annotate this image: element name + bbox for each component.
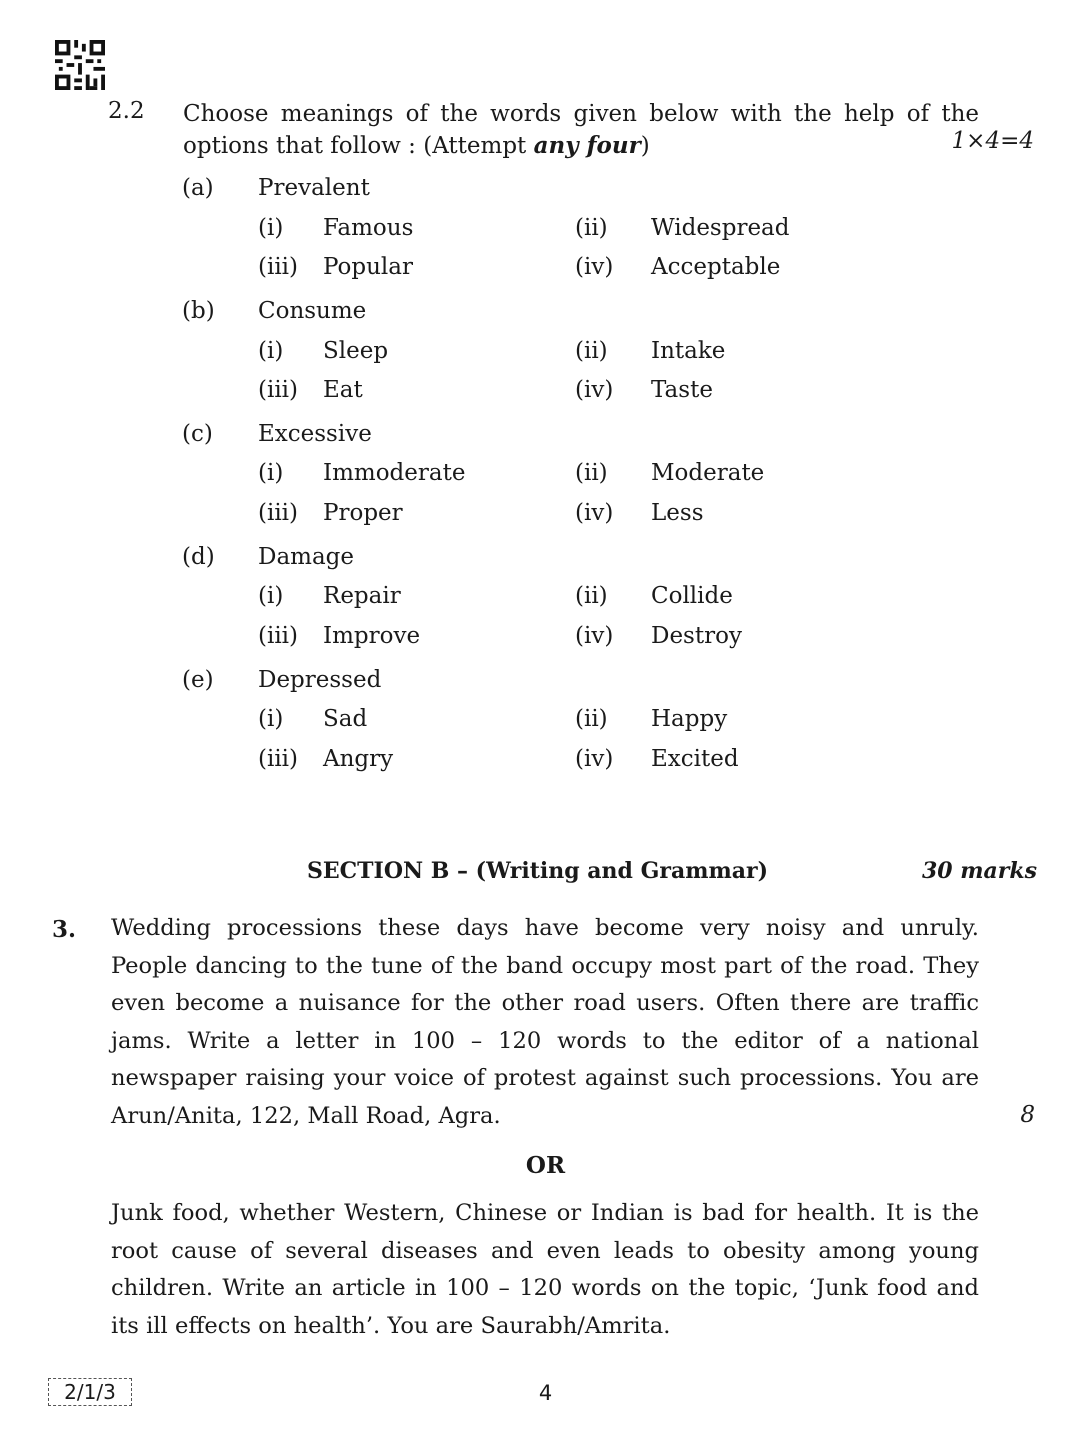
option-text: Improve (323, 623, 421, 649)
option-text: Excited (651, 746, 739, 772)
option-numeral: (i) (258, 583, 284, 609)
question-3-number: 3. (52, 916, 77, 943)
option-numeral: (iii) (258, 623, 299, 649)
text-line: even become a nuisance for the other road users. Often there are traffic (111, 990, 979, 1016)
option-numeral: (i) (258, 338, 284, 364)
option-text: Popular (323, 254, 413, 280)
option-text: Less (651, 500, 704, 526)
option-text: Happy (651, 706, 728, 732)
option-numeral: (i) (258, 460, 284, 486)
section-title: SECTION B – (Writing and Grammar) (307, 858, 769, 884)
option-text: Repair (323, 583, 401, 609)
option-text: Eat (323, 377, 363, 403)
question-3-text (111, 910, 979, 1135)
page-number: 4 (538, 1381, 553, 1405)
section-marks: 30 marks (921, 858, 1037, 884)
option-text: Taste (651, 377, 713, 403)
option-text: Angry (323, 746, 394, 772)
option-numeral: (ii) (575, 706, 608, 732)
item-word: Damage (258, 544, 355, 570)
instruction-prefix: options that follow : (Attempt (183, 133, 534, 159)
question-3-marks: 8 (1020, 1102, 1035, 1128)
option-numeral: (iii) (258, 377, 299, 403)
instruction-line-2 (183, 130, 979, 162)
item-word: Excessive (258, 421, 372, 447)
text-line: its ill effects on health’. You are Saurabh/Amrita. (111, 1312, 671, 1339)
option-text: Intake (651, 338, 726, 364)
option-text: Famous (323, 215, 414, 241)
option-text: Sad (323, 706, 368, 732)
text-line: Arun/Anita, 122, Mall Road, Agra. (111, 1102, 501, 1129)
qr-code-icon (54, 40, 106, 90)
text-line: Wedding processions these days have become very noisy and unruly. (111, 915, 979, 941)
option-text: Immoderate (323, 460, 466, 486)
text-line: Junk food, whether Western, Chinese or Indian is bad for health. It is the (111, 1200, 979, 1226)
question-marks: 1×4=4 (951, 128, 1034, 154)
instruction-emphasis: any four (533, 132, 641, 159)
option-text: Proper (323, 500, 403, 526)
option-numeral: (iv) (575, 623, 614, 649)
option-numeral: (ii) (575, 583, 608, 609)
instruction-suffix: ) (640, 133, 650, 159)
or-label: OR (525, 1152, 566, 1179)
option-text: Acceptable (651, 254, 781, 280)
text-line: root cause of several diseases and even leads to obesity among young (111, 1237, 979, 1264)
instruction-line-1: Choose meanings of the words given below with the help of the (183, 101, 979, 127)
text-line: jams. Write a letter in 100 – 120 words to the editor of a national (111, 1027, 979, 1054)
option-numeral: (iv) (575, 254, 614, 280)
option-numeral: (iii) (258, 746, 299, 772)
option-numeral: (ii) (575, 460, 608, 486)
text-line: children. Write an article in 100 – 120 words on the topic, ‘Junk food and (111, 1275, 979, 1301)
option-numeral: (iv) (575, 377, 614, 403)
option-numeral: (i) (258, 215, 284, 241)
option-numeral: (iii) (258, 254, 299, 280)
paper-code: 2/1/3 (48, 1378, 132, 1406)
text-line: People dancing to the tune of the band occupy most part of the road. They (111, 952, 979, 979)
item-label: (d) (182, 544, 215, 570)
item-word: Consume (258, 298, 367, 324)
item-word: Depressed (258, 667, 382, 693)
question-number: 2.2 (108, 98, 145, 124)
item-label: (b) (182, 298, 215, 324)
option-numeral: (iv) (575, 746, 614, 772)
item-label: (e) (182, 667, 214, 693)
question-3-alternative (111, 1195, 979, 1345)
option-text: Destroy (651, 623, 742, 649)
option-text: Sleep (323, 338, 389, 364)
text-line: newspaper raising your voice of protest against such processions. You are (111, 1065, 979, 1091)
item-word: Prevalent (258, 175, 370, 201)
option-text: Collide (651, 583, 733, 609)
item-label: (c) (182, 421, 213, 447)
option-numeral: (iv) (575, 500, 614, 526)
option-text: Moderate (651, 460, 765, 486)
option-numeral: (ii) (575, 338, 608, 364)
option-text: Widespread (651, 215, 790, 241)
option-numeral: (ii) (575, 215, 608, 241)
option-numeral: (i) (258, 706, 284, 732)
option-numeral: (iii) (258, 500, 299, 526)
question-instruction (183, 99, 979, 162)
item-label: (a) (182, 175, 214, 201)
